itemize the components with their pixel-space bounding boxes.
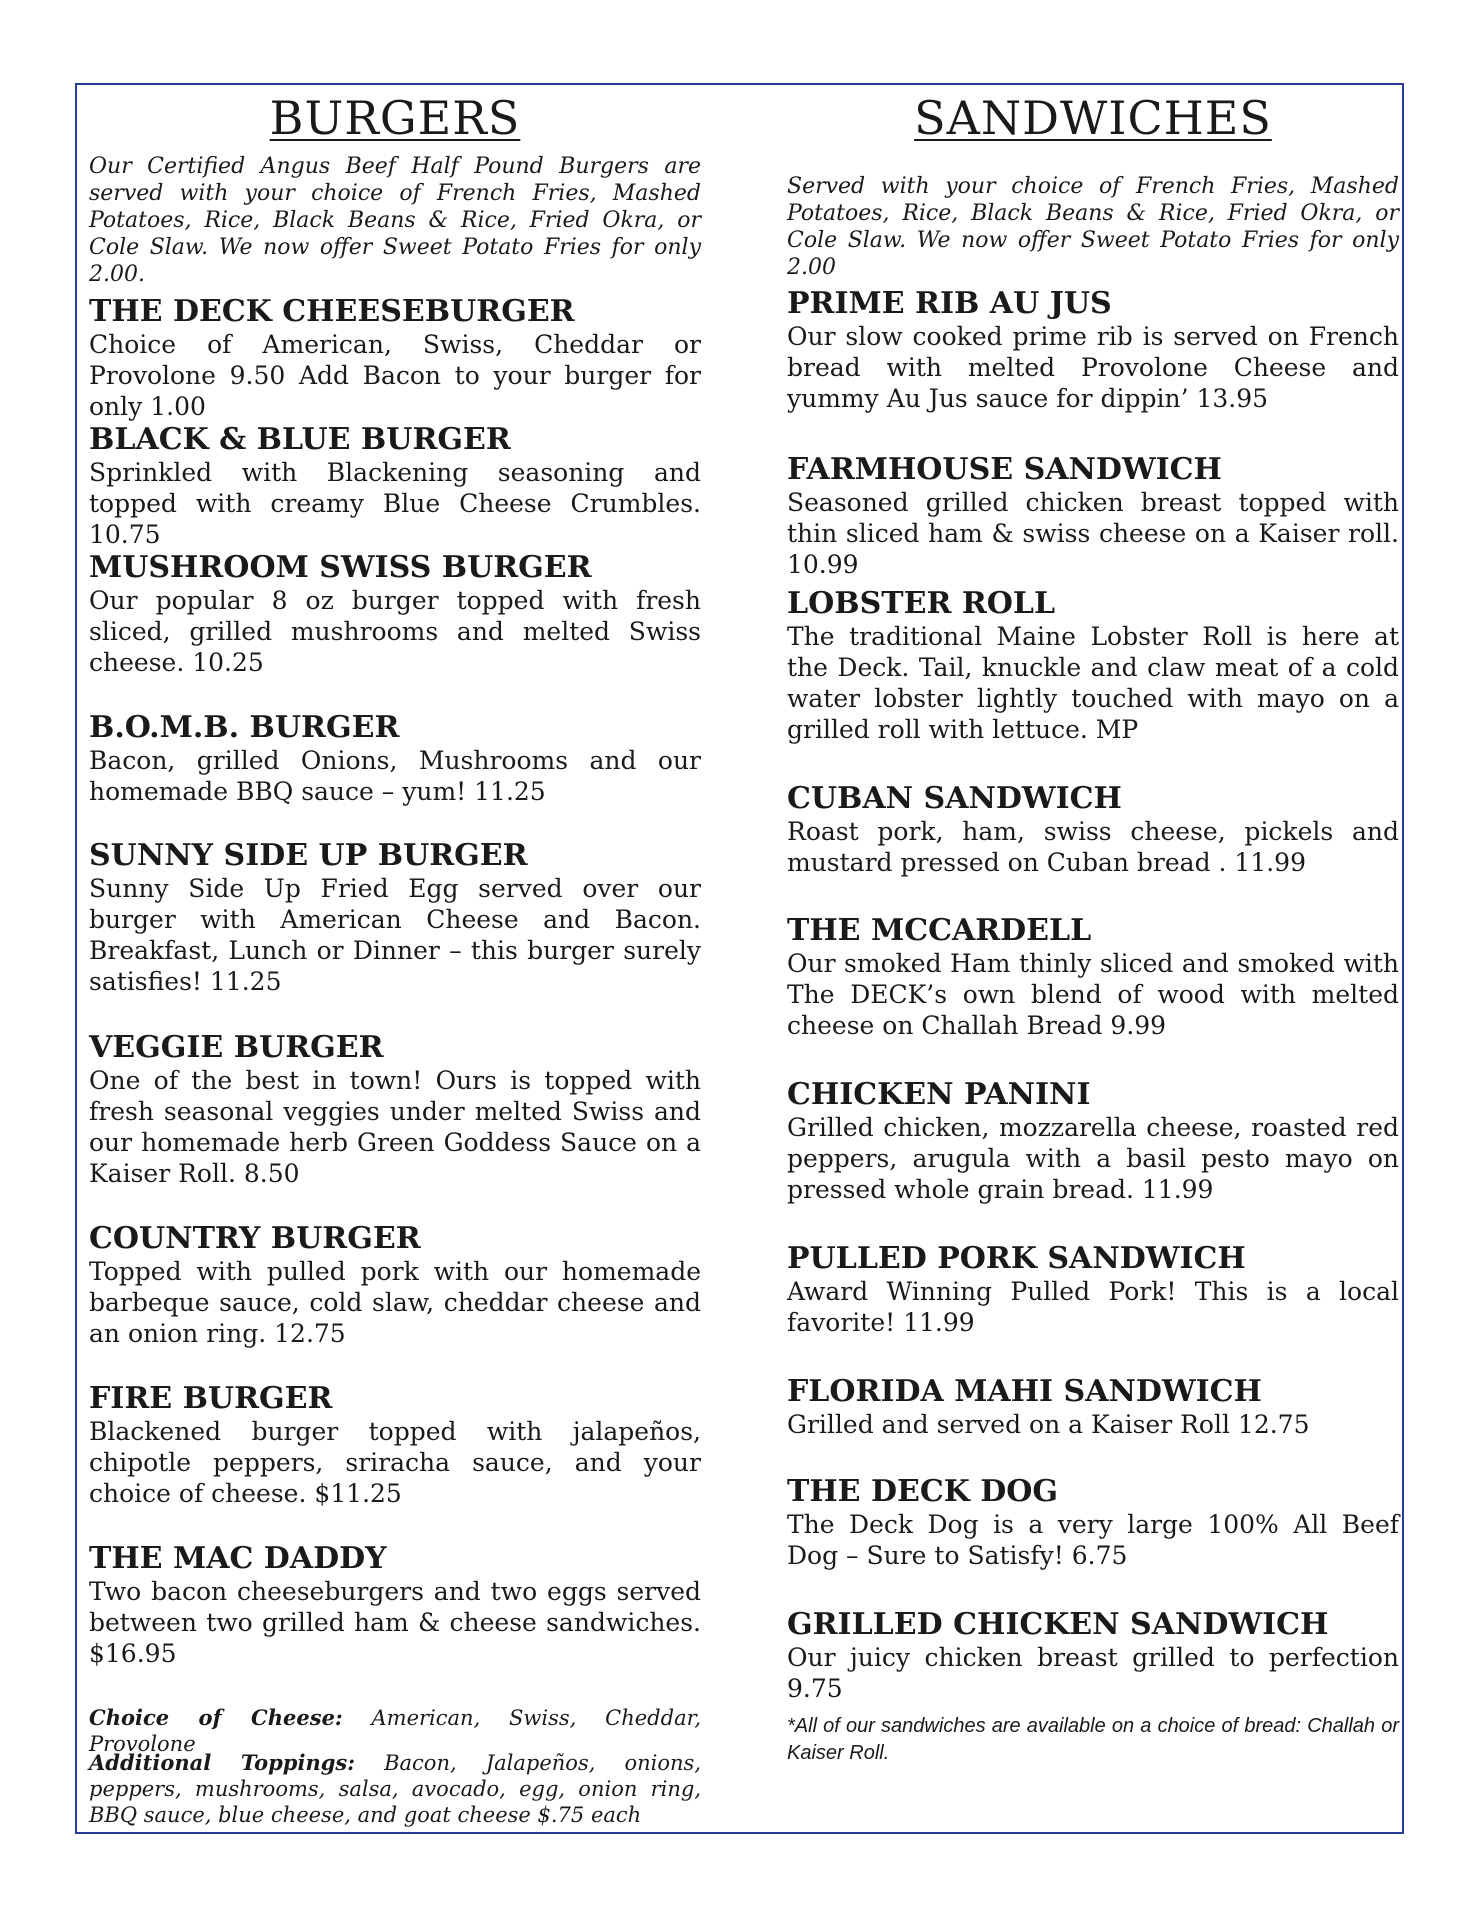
sandwich-item <box>787 1608 1399 1704</box>
burger-item-name: FIRE BURGER <box>89 1381 333 1416</box>
burger-item-desc: Blackened burger topped with jalapeños, chipotle peppers, sriracha sauce, and your choice of cheese. $11.25 <box>89 1417 701 1508</box>
sandwich-item-desc: Roast pork, ham, swiss cheese, pickels and mustard pressed on Cuban bread . 11.99 <box>787 817 1399 877</box>
toppings-text: Bacon, Jalapeños, onions, peppers, mushrooms, salsa, avocado, egg, onion ring, BBQ sauce, blue cheese, and goat cheese $.75 each <box>89 1751 701 1827</box>
burger-item <box>89 1031 701 1189</box>
burger-item-name: COUNTRY BURGER <box>89 1221 421 1256</box>
sandwich-item <box>787 453 1399 580</box>
burger-item-name: VEGGIE BURGER <box>89 1030 384 1065</box>
burger-item-desc: Choice of American, Swiss, Cheddar or Provolone 9.50 Add Bacon to your burger for only 1.00 <box>89 330 701 421</box>
burger-item-name: MUSHROOM SWISS BURGER <box>89 550 592 585</box>
sandwich-item-name: THE MCCARDELL <box>787 913 1092 948</box>
menu-frame <box>75 83 1404 1834</box>
bread-footnote: *All of our sandwiches are available on a choice of bread: Challah or Kaiser Roll. <box>787 1715 1399 1764</box>
burger-item <box>89 711 701 807</box>
burger-item <box>89 1222 701 1349</box>
sandwich-item <box>787 914 1399 1041</box>
burger-item-desc: Two bacon cheeseburgers and two eggs served between two grilled ham & cheese sandwiches. $16.95 <box>89 1577 701 1668</box>
burger-item-desc: One of the best in town! Ours is topped with fresh seasonal veggies under melted Swiss and our homemade herb Green Goddess Sauce on a Kaiser Roll. 8.50 <box>89 1066 701 1188</box>
burger-item-name: SUNNY SIDE UP BURGER <box>89 838 528 873</box>
sandwich-item <box>787 1475 1399 1571</box>
sandwiches-intro: Served with your choice of French Fries, Mashed Potatoes, Rice, Black Beans & Rice, Fried Okra, or Cole Slaw. We now offer Sweet Potato Fries for only 2.00 <box>787 174 1399 280</box>
burger-item-name: THE MAC DADDY <box>89 1541 387 1576</box>
cheese-choice-label: Choice of Cheese: <box>89 1705 343 1730</box>
cheese-choice-text: American, Swiss, Cheddar, Provolone <box>89 1706 701 1756</box>
burger-item-desc: Topped with pulled pork with our homemade barbeque sauce, cold slaw, cheddar cheese and an onion ring. 12.75 <box>89 1257 701 1348</box>
sandwich-item-desc: Seasoned grilled chicken breast topped with thin sliced ham & swiss cheese on a Kaiser roll. 10.99 <box>787 488 1399 579</box>
sandwich-item <box>787 1375 1399 1440</box>
sandwich-item <box>787 587 1399 745</box>
burger-item-desc: Sunny Side Up Fried Egg served over our burger with American Cheese and Bacon. Breakfast, Lunch or Dinner – this burger surely satisfies! 11.25 <box>89 874 701 996</box>
toppings-label: Additional Toppings: <box>89 1750 355 1775</box>
burger-item-desc: Bacon, grilled Onions, Mushrooms and our homemade BBQ sauce – yum! 11.25 <box>89 746 701 806</box>
sandwich-item-name: CHICKEN PANINI <box>787 1077 1091 1112</box>
sandwich-item-name: PULLED PORK SANDWICH <box>787 1241 1246 1276</box>
burger-item-desc: Our popular 8 oz burger topped with fresh sliced, grilled mushrooms and melted Swiss cheese. 10.25 <box>89 586 701 677</box>
sandwich-item <box>787 1242 1399 1338</box>
burger-item-desc: Sprinkled with Blackening seasoning and topped with creamy Blue Cheese Crumbles. 10.75 <box>89 458 701 549</box>
burger-item-name: B.O.M.B. BURGER <box>89 710 400 745</box>
burger-item <box>89 423 701 550</box>
sandwich-item-name: FLORIDA MAHI SANDWICH <box>787 1374 1262 1409</box>
sandwich-item-desc: Award Winning Pulled Pork! This is a local favorite! 11.99 <box>787 1277 1399 1337</box>
toppings-note <box>89 1750 701 1828</box>
sandwich-item-desc: Our slow cooked prime rib is served on French bread with melted Provolone Cheese and yummy Au Jus sauce for dippin’ 13.95 <box>787 322 1399 413</box>
burger-item-name: THE DECK CHEESEBURGER <box>89 294 575 329</box>
sandwich-item-name: LOBSTER ROLL <box>787 586 1056 621</box>
sandwich-item-desc: Grilled and served on a Kaiser Roll 12.75 <box>787 1410 1310 1439</box>
burgers-title: BURGERS <box>269 91 521 145</box>
sandwiches-title: SANDWICHES <box>914 91 1272 145</box>
burger-item <box>89 551 701 678</box>
sandwich-item <box>787 287 1399 414</box>
sandwich-item-name: CUBAN SANDWICH <box>787 781 1122 816</box>
burger-item-name: BLACK & BLUE BURGER <box>89 422 511 457</box>
burger-item <box>89 839 701 997</box>
sandwich-item-name: FARMHOUSE SANDWICH <box>787 452 1222 487</box>
sandwich-item-desc: The Deck Dog is a very large 100% All Beef Dog – Sure to Satisfy! 6.75 <box>787 1510 1399 1570</box>
sandwich-item-desc: Our juicy chicken breast grilled to perfection 9.75 <box>787 1643 1399 1703</box>
burger-item <box>89 295 701 422</box>
sandwich-item-name: GRILLED CHICKEN SANDWICH <box>787 1607 1329 1642</box>
sandwich-item-name: THE DECK DOG <box>787 1474 1059 1509</box>
burgers-intro: Our Certified Angus Beef Half Pound Burgers are served with your choice of French Fries, Mashed Potatoes, Rice, Black Beans & Rice, Fried Okra, or Cole Slaw. We now offer Sweet Potato Fries for only 2.00. <box>89 154 701 287</box>
sandwich-item-desc: The traditional Maine Lobster Roll is here at the Deck. Tail, knuckle and claw meat of a cold water lobster lightly touched with mayo on a grilled roll with lettuce. MP <box>787 622 1399 744</box>
sandwich-item-desc: Our smoked Ham thinly sliced and smoked with The DECK’s own blend of wood with melted cheese on Challah Bread 9.99 <box>787 949 1399 1040</box>
burger-item <box>89 1542 701 1669</box>
sandwich-item <box>787 782 1399 878</box>
sandwich-item <box>787 1078 1399 1205</box>
sandwich-item-desc: Grilled chicken, mozzarella cheese, roasted red peppers, arugula with a basil pesto mayo on pressed whole grain bread. 11.99 <box>787 1113 1399 1204</box>
burger-item <box>89 1382 701 1509</box>
sandwich-item-name: PRIME RIB AU JUS <box>787 286 1112 321</box>
